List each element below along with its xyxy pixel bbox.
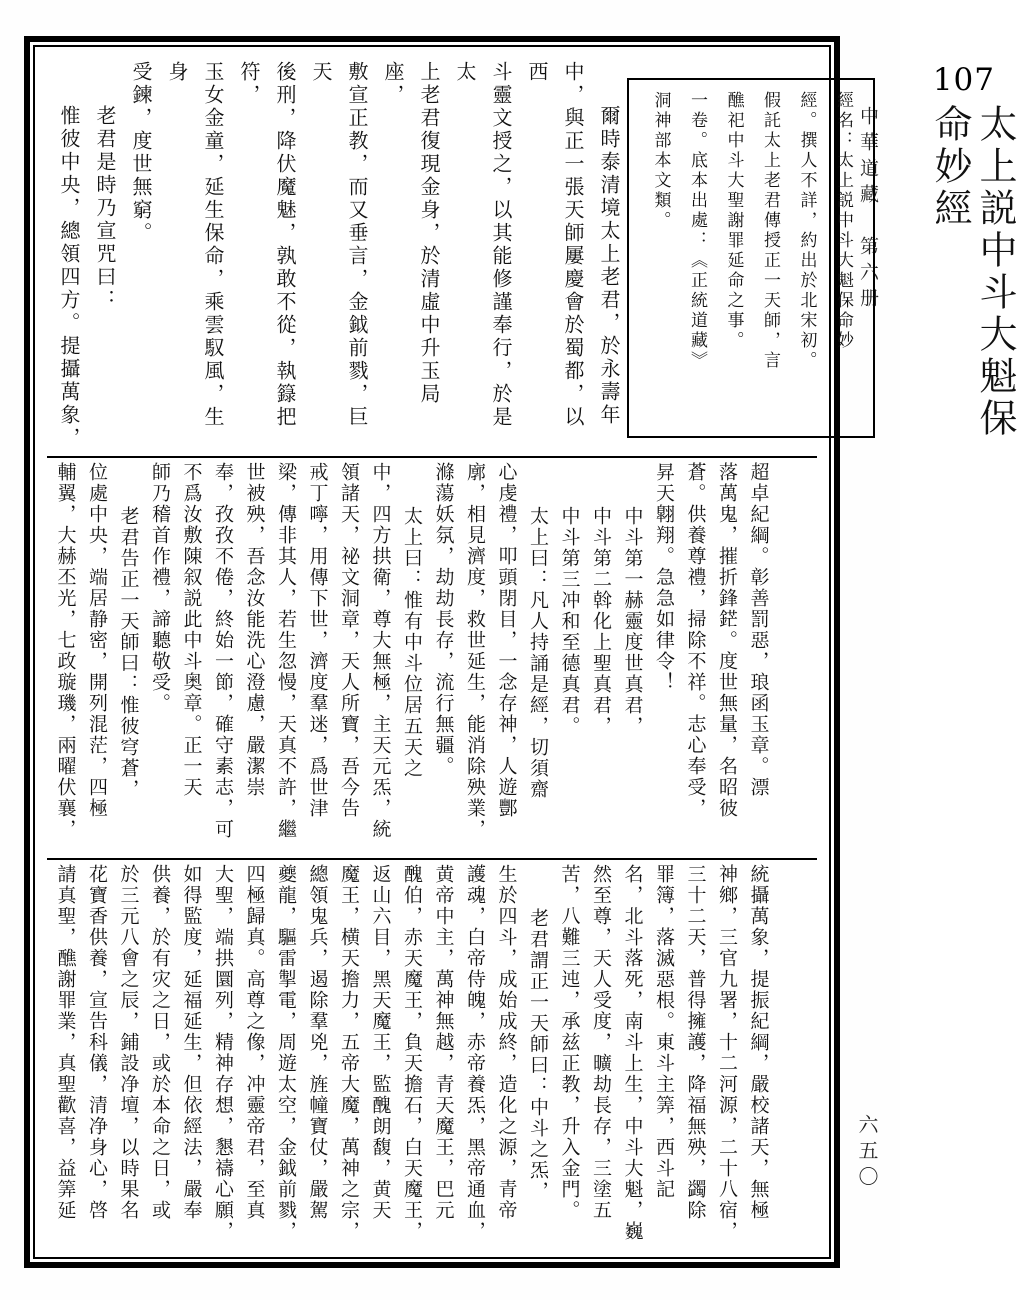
text-column: 假託太上老君傳授正一天師，言 — [760, 91, 780, 371]
text-column: 昇天翺翔。急急如律令！ — [653, 462, 675, 693]
scripture-title-line-1: 太上説中斗大魁保 — [973, 104, 1017, 440]
scripture-title-line-2: 命妙經 — [928, 104, 972, 230]
text-column: 總領鬼兵，遏除羣兇，旌幢寶仗，嚴駕 — [306, 864, 329, 1221]
text-column: 黄帝中主，萬神無越，青天魔王，巴元 — [432, 864, 455, 1221]
text-column: 後刑，降伏魔魅，孰敢不從，執籙把符， — [237, 61, 297, 429]
scripture-title-block — [881, 62, 1021, 457]
margin-folio-number: 六五〇 — [855, 1114, 879, 1192]
colophon-box — [627, 78, 875, 438]
text-column: 位處中央，端居静密，開列混茫，四極 — [86, 462, 108, 819]
text-column: 落萬鬼，摧折鋒鋩。度世無量，名昭彼 — [716, 462, 738, 819]
text-column: 花寶香供養，宣告科儀，清净身心，啓 — [86, 864, 108, 1221]
text-column: 中，與正一張天師屢慶會於蜀都，以西 — [525, 61, 585, 429]
text-column: 於三元八會之辰，鋪設净壇，以時果名 — [117, 864, 140, 1221]
text-column: 醜伯，赤天魔王，負天擔石，白天魔王， — [401, 864, 423, 1242]
text-column: 洞神部本文類。 — [650, 91, 671, 231]
text-column: 返山六目，黑天魔王，監醜朗馥，黄天 — [369, 864, 392, 1221]
register-bottom — [47, 860, 776, 1252]
text-column: 醮祀中斗大聖謝罪延命之事。 — [723, 91, 744, 351]
text-column: 斗靈文授之，以其能修謹奉行，於是太 — [453, 61, 513, 429]
text-column: 統攝萬象，提振紀綱，嚴校諸天，無極 — [747, 864, 770, 1221]
text-column: 老君是時乃宣咒曰： — [93, 105, 117, 312]
text-column: 廓，相見濟度，救世延生，能消除殃業， — [464, 462, 486, 840]
text-column: 罪簿，落滅惡根。東斗主筭，西斗記 — [653, 864, 675, 1200]
text-column: 大聖，端拱圜列，精神存想，懇禱心願， — [212, 864, 234, 1242]
text-column: 領諸天，祕文洞章，天人所寶，吾今告 — [338, 462, 360, 819]
scripture-title — [927, 104, 1017, 454]
text-column: 中，四方拱衛，尊大無極，主天元炁，統 — [369, 462, 392, 840]
text-column: 老君謂正一天師曰：中斗之炁， — [527, 908, 549, 1202]
text-column: 梁，傳非其人，若生忽慢，天真不許，繼 — [275, 462, 297, 840]
text-column: 經名：太上説中斗大魁保命妙 — [833, 91, 853, 351]
text-column: 四極歸真。高尊之像，冲靈帝君，至真 — [243, 864, 266, 1221]
text-column: 師乃稽首作禮，諦聽敬受。 — [149, 462, 171, 714]
text-column: 惟彼中央，總領四方。提攝萬象， — [57, 105, 81, 450]
text-column: 不爲汝敷陳叙説此中斗奥章。正一天 — [180, 462, 203, 798]
text-column: 如得監度，延福延生，但依經法，嚴奉 — [180, 864, 203, 1221]
text-column: 世被殃，吾念汝能洗心澄慮，嚴潔崇 — [243, 462, 266, 798]
text-column: 魔王，横天擔力，五帝大魔，萬神之宗， — [338, 864, 360, 1242]
text-column: 中斗第二斡化上聖真君， — [590, 506, 612, 737]
register-top — [47, 56, 1027, 456]
text-column: 超卓紀綱。彰善罰惡，琅函玉章。漂 — [747, 462, 770, 798]
text-column: 請真聖，醮謝罪業，真聖歡喜，益筭延 — [54, 864, 77, 1221]
text-column: 玉女金童，延生保命，乘雲馭風，生身 — [165, 61, 225, 429]
text-column: 敷宣正教，而又垂言，金鉞前戮，巨天 — [309, 61, 369, 429]
text-column: 奉，孜孜不倦，終始一節，確守素志，可 — [212, 462, 234, 840]
text-column: 苦，八難三迍，承兹正教，升入金門。 — [558, 864, 581, 1221]
text-column: 戒丁嚀，用傳下世，濟度羣迷，爲世津 — [306, 462, 329, 819]
text-column: 上老君復現金身，於清虛中升玉局座， — [381, 61, 441, 406]
text-column: 神鄉，三官九署，十二河源，二十八宿， — [716, 864, 738, 1242]
text-column: 中斗第三冲和至德真君。 — [558, 506, 581, 737]
text-column: 老君告正一天師曰：惟彼穹蒼， — [117, 506, 140, 800]
register-middle — [47, 458, 776, 858]
text-column: 受鍊，度世無窮。 — [129, 61, 153, 245]
text-column: 心虔禮，叩頭閉目，一念存神，人遊酆 — [495, 462, 518, 819]
text-column: 一卷。底本出處：《正統道藏》 — [687, 91, 707, 371]
text-column: 輔翼，大赫丕光，七政璇璣，兩曜伏襄， — [54, 462, 77, 840]
text-column: 爾時泰清境太上老君，於永壽年 — [597, 105, 621, 427]
text-column: 三十二天，普得擁護，降福無殃，蠲除 — [684, 864, 707, 1221]
text-column: 供養，於有灾之日，或於本命之日，或 — [149, 864, 171, 1221]
text-column: 蒼。供養尊禮，掃除不祥。志心奉受， — [684, 462, 707, 819]
scripture-item-number: 107 — [932, 62, 995, 98]
text-column: 夔龍，驅雷掣電，周遊太空，金鉞前戮， — [275, 864, 297, 1242]
colophon-text — [642, 91, 861, 425]
text-column: 太上曰：凡人持誦是經，切須齋 — [527, 506, 549, 800]
text-column: 太上曰：惟有中斗位居五天之 — [401, 506, 423, 779]
text-column: 滌蕩妖氛，劫劫長存，流行無疆。 — [432, 462, 455, 777]
text-column: 生於四斗，成始成終，造化之源，青帝 — [495, 864, 518, 1221]
text-column: 然至尊，天人受度，曠劫長存，三塗五 — [590, 864, 612, 1221]
text-column: 護魂，白帝侍魄，赤帝養炁，黑帝通血， — [464, 864, 486, 1242]
margin-collection-volume-label: 中華道藏 第六册 — [857, 106, 879, 314]
text-column: 經。撰人不詳，約出於北宋初。 — [796, 91, 817, 371]
text-column: 名，北斗落死，南斗上生，中斗大魁，巍 — [621, 864, 644, 1242]
text-column: 中斗第一赫靈度世真君， — [621, 506, 644, 737]
